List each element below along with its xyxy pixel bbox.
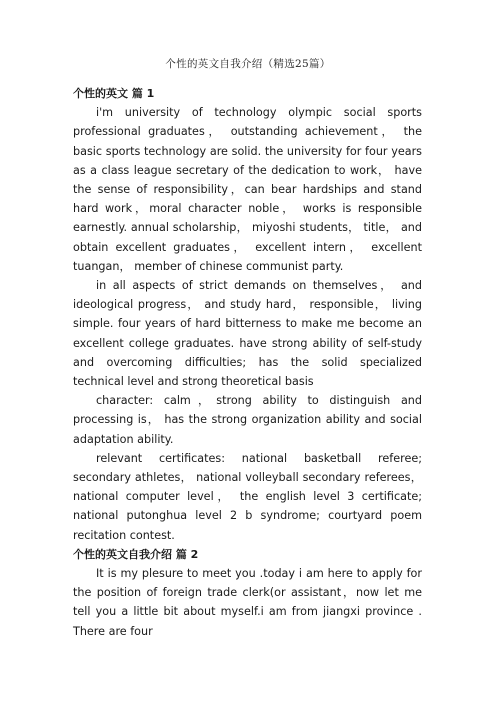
section-heading: 个性的英文 篇 1 (73, 87, 155, 100)
document-body (73, 84, 422, 641)
section-heading: 个性的英文自我介绍 篇 2 (73, 547, 199, 561)
document-title: 个性的英文自我介绍（精选25篇） (165, 58, 331, 70)
paragraph: i'm university of technology olympic social sports professional graduates， outstanding achievement， the basic sports technology are solid. the university for four years as a class league secretary of the dedication to work， have the sense of responsibility，can bear hardships and stand hard work，moral character noble， works is responsible earnestly. annual scholarship， miyoshi students， title， and obtain excellent graduates， excellent intern， excellent tuangan， member of chinese communist party. (73, 106, 422, 273)
paragraph: character: calm，strong ability to distinguish and processing is， has the strong organization ability and social adaptation ability. (73, 394, 422, 446)
paragraph: It is my plesure to meet you .today i am here to apply for the position of foreign trade clerk(or assistant，now let me tell you a little bit about myself.i am from jiangxi province . There are four (73, 567, 422, 638)
paragraph: relevant certificates: national basketball referee; secondary athletes， national volleyball secondary referees， national computer level， the english level 3 certificate; national putonghua level 2 b syndrome; courtyard poem recitation contest. (73, 451, 422, 542)
paragraph: in all aspects of strict demands on themselves， and ideological progress， and study hard， responsible， living simple. four years of hard bitterness to make me become an excellent college graduates. have strong ability of self-study and overcoming difficulties; has the solid specialized technical level and strong theoretical basis (73, 279, 422, 389)
